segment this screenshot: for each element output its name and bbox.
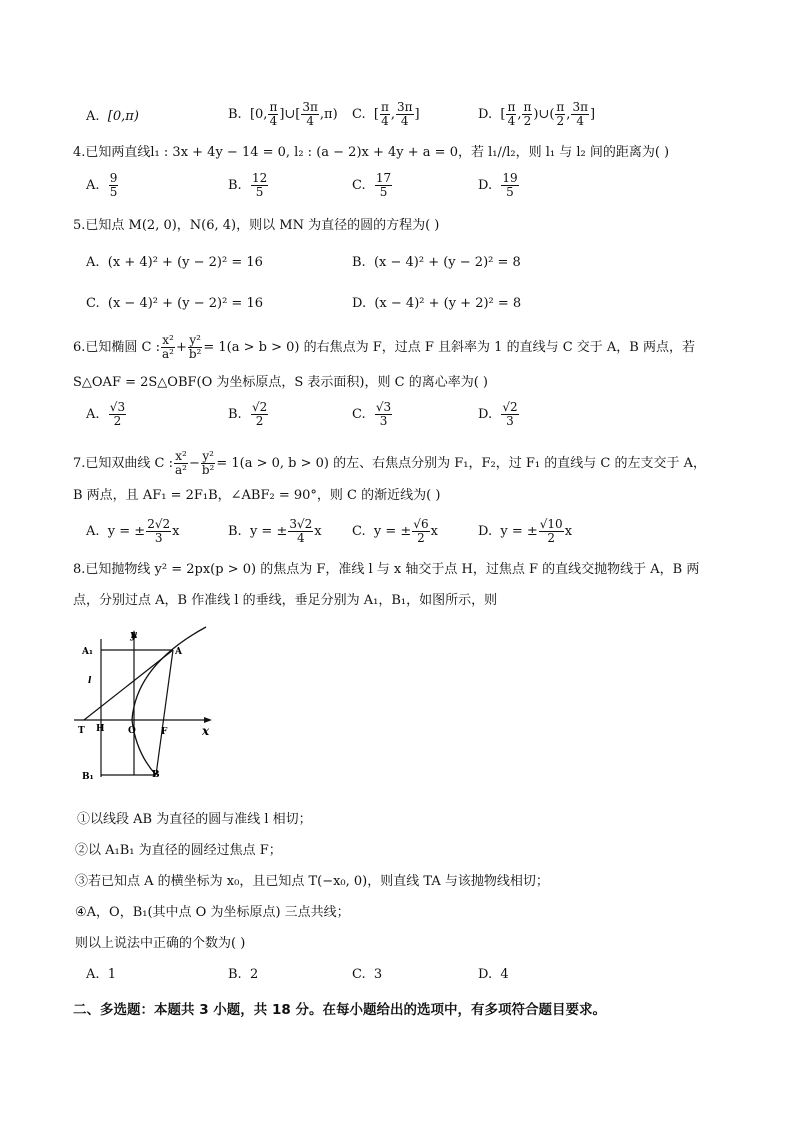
q7-option-a: A. y = ± $\frac{2√2}{3}$ x xyxy=(86,517,180,545)
q8-stem-line1: 8.已知抛物线 y² = 2px(p > 0) 的焦点为 F，准线 l 与 x 轴交于点 H，过焦点 F 的直线交抛物线于 A，B 两 xyxy=(73,562,700,577)
x-axis-arrow xyxy=(204,717,212,723)
focal-chord-AB xyxy=(156,650,173,775)
q8-statement-1: ①以线段 AB 为直径的圆与准线 l 相切； xyxy=(77,812,312,827)
q7-option-c: C. y = ± $\frac{√6}{2}$ x xyxy=(352,517,438,545)
q5-option-c: C. (x − 4)² + (y − 2)² = 16 xyxy=(86,296,263,311)
q5-option-d: D. (x − 4)² + (y + 2)² = 8 xyxy=(352,296,522,311)
q4-option-a: A. $\frac{9}{5}$ xyxy=(86,171,118,199)
q7-stem-line2: B 两点，且 AF₁ = 2F₁B，∠ABF₂ = 90°，则 C 的渐近线为( ) xyxy=(73,488,441,503)
q4-option-c: C. $\frac{17}{5}$ xyxy=(352,171,392,199)
q8-option-c: C. 3 xyxy=(352,967,383,982)
q7-stem-line1: 7.已知双曲线 C : $\frac{\text{x²}}{\text{a²}}$ − $\frac{\text{y²}}{\text{b²}}$ = 1(a > 0, b > 0) 的左、右焦点分别为 F₁，F₂，过 F₁ 的直线与 C 的左支交于 A， xyxy=(73,449,706,477)
q3-option-b: B. [0, $\frac{\pi}{4}$ ]∪[ $\frac{3\pi}{4}$ ,π) xyxy=(228,100,338,128)
q6-option-a: A. $\frac{√3}{2}$ xyxy=(86,400,126,428)
q5-option-b: B. (x − 4)² + (y − 2)² = 8 xyxy=(352,255,521,270)
q8-option-d: D. 4 xyxy=(478,967,509,982)
q6-option-d: D. $\frac{√2}{3}$ xyxy=(478,400,518,428)
q8-statement-3: ③若已知点 A 的横坐标为 x₀，且已知点 T(−x₀, 0)，则直线 TA 与该抛物线相切； xyxy=(75,874,549,889)
q7-option-b: B. y = ± $\frac{3√2}{4}$ x xyxy=(228,517,322,545)
q6-stem-line1: 6.已知椭圆 C : $\frac{\text{x²}}{\text{a²}}$ + $\frac{\text{y²}}{\text{b²}}$ = 1(a > b > 0) 的右焦点为 F，过点 F 且斜率为 1 的直线与 C 交于 A，B 两点，若 xyxy=(73,333,695,361)
q3-option-c: C. [ $\frac{\pi}{4}$ , $\frac{3\pi}{4}$ ] xyxy=(352,100,420,128)
label-l: l xyxy=(88,676,92,686)
parabola-curve xyxy=(132,627,206,775)
q7-option-d: D. y = ± $\frac{√10}{2}$ x xyxy=(478,517,573,545)
label-O: O xyxy=(128,726,136,736)
q8-ask: 则以上说法中正确的个数为( ) xyxy=(75,936,246,951)
label-y: y xyxy=(130,628,137,641)
q6-option-c: C. $\frac{√3}{3}$ xyxy=(352,400,392,428)
label-A1: A₁ xyxy=(82,647,93,657)
tangent-line-TA xyxy=(84,650,173,720)
q8-stem-line2: 点，分别过点 A，B 作准线 l 的垂线，垂足分别为 A₁，B₁，如图所示，则 xyxy=(73,593,498,608)
label-B1: B₁ xyxy=(82,772,94,782)
q8-statement-4: ④A，O，B₁(其中点 O 为坐标原点) 三点共线； xyxy=(75,905,350,920)
label-A: A xyxy=(175,647,182,657)
q6-stem-line2: S△OAF = 2S△OBF(O 为坐标原点，S 表示面积)，则 C 的离心率为( ) xyxy=(73,375,488,390)
section-2-heading: 二、多选题：本题共 3 小题，共 18 分。在每小题给出的选项中，有多项符合题目要求。 xyxy=(73,1002,606,1018)
q8-option-b: B. 2 xyxy=(228,967,259,982)
label-x: x xyxy=(202,724,210,738)
q3-option-a: A. [0,π) xyxy=(86,109,139,124)
q4-option-b: B. $\frac{12}{5}$ xyxy=(228,171,268,199)
label-T: T xyxy=(78,726,85,736)
q3-option-d: D. [ $\frac{\pi}{4}$ , $\frac{\pi}{2}$ )∪( $\frac{\pi}{2}$ , $\frac{3\pi}{4}$ ] xyxy=(478,100,596,128)
q5-option-a: A. (x + 4)² + (y − 2)² = 16 xyxy=(86,255,263,270)
q4-stem: 4.已知两直线l₁ : 3x + 4y − 14 = 0, l₂ : (a − 2)x + 4y + a = 0，若 l₁//l₂，则 l₁ 与 l₂ 间的距离为( ) xyxy=(73,145,670,160)
q8-option-a: A. 1 xyxy=(86,967,117,982)
label-F: F xyxy=(161,727,168,737)
q5-stem: 5.已知点 M(2, 0)，N(6, 4)，则以 MN 为直径的圆的方程为( ) xyxy=(73,218,440,233)
label-B: B xyxy=(152,770,160,780)
parabola-figure xyxy=(72,625,222,785)
q4-option-d: D. $\frac{19}{5}$ xyxy=(478,171,518,199)
q6-option-b: B. $\frac{√2}{2}$ xyxy=(228,400,268,428)
label-H: H xyxy=(96,724,105,734)
q8-statement-2: ②以 A₁B₁ 为直径的圆经过焦点 F； xyxy=(75,843,282,858)
